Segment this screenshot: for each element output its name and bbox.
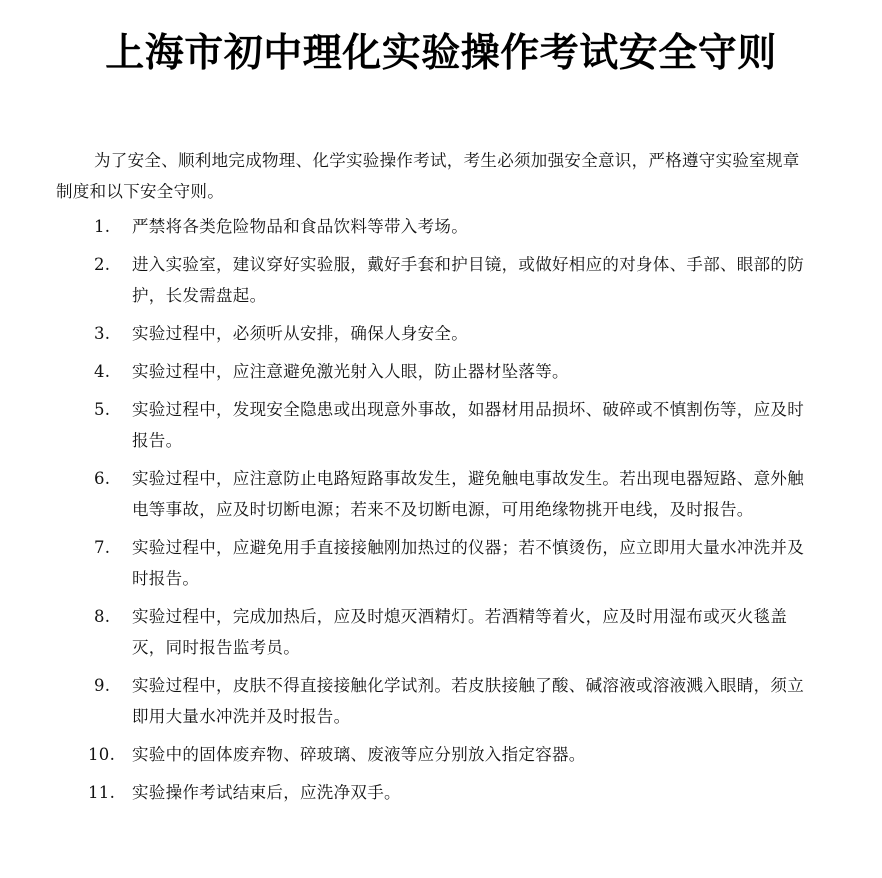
rule-item-2 (56, 249, 816, 311)
rule-number: 8. (94, 607, 111, 626)
rule-item-1 (56, 211, 816, 242)
rule-item-4 (56, 356, 816, 387)
rule-text: 实验过程中，必须听从安排，确保人身安全。 (132, 324, 468, 343)
rule-text: 实验中的固体废弃物、碎玻璃、废液等应分别放入指定容器。 (132, 745, 586, 764)
rule-number: 11. (88, 783, 116, 802)
rule-number: 2. (94, 255, 111, 274)
rule-item-3 (56, 318, 816, 349)
rule-number: 7. (94, 538, 111, 557)
rule-text: 实验过程中，应注意防止电路短路事故发生，避免触电事故发生。若出现电器短路、意外触电等事故，应及时切断电源；若来不及切断电源，可用绝缘物挑开电线，及时报告。 (132, 469, 804, 519)
rule-item-7 (56, 532, 816, 594)
rule-text: 实验过程中，应注意避免激光射入人眼，防止器材坠落等。 (132, 362, 569, 381)
rule-text: 实验操作考试结束后，应洗净双手。 (132, 783, 401, 802)
rule-item-8 (56, 601, 816, 663)
rule-number: 9. (94, 676, 111, 695)
rule-item-10 (56, 739, 816, 770)
intro-paragraph: 为了安全、顺利地完成物理、化学实验操作考试，考生必须加强安全意识，严格遵守实验室规章制度和以下安全守则。 (56, 151, 800, 201)
rule-text: 进入实验室，建议穿好实验服，戴好手套和护目镜，或做好相应的对身体、手部、眼部的防护，长发需盘起。 (132, 255, 804, 305)
rule-item-6 (56, 463, 816, 525)
page-title: 上海市初中理化实验操作考试安全守则 (105, 31, 777, 76)
rule-number: 10. (88, 745, 116, 764)
rule-item-9 (56, 670, 816, 732)
rule-text: 实验过程中，应避免用手直接接触刚加热过的仪器；若不慎烫伤，应立即用大量水冲洗并及时报告。 (132, 538, 804, 588)
rule-text: 实验过程中，完成加热后，应及时熄灭酒精灯。若酒精等着火，应及时用湿布或灭火毯盖灭，同时报告监考员。 (132, 607, 788, 657)
rule-number: 6. (94, 469, 111, 488)
rule-text: 实验过程中，发现安全隐患或出现意外事故，如器材用品损坏、破碎或不慎割伤等，应及时报告。 (132, 400, 804, 450)
rule-item-5 (56, 394, 816, 456)
rule-number: 1. (94, 217, 111, 236)
rule-text: 严禁将各类危险物品和食品饮料等带入考场。 (132, 217, 468, 236)
rule-text: 实验过程中，皮肤不得直接接触化学试剂。若皮肤接触了酸、碱溶液或溶液溅入眼睛，须立即用大量水冲洗并及时报告。 (132, 676, 804, 726)
rule-item-11 (56, 777, 816, 808)
rules-list (56, 211, 816, 815)
rule-number: 4. (94, 362, 111, 381)
rule-number: 5. (94, 400, 111, 419)
rule-number: 3. (94, 324, 111, 343)
